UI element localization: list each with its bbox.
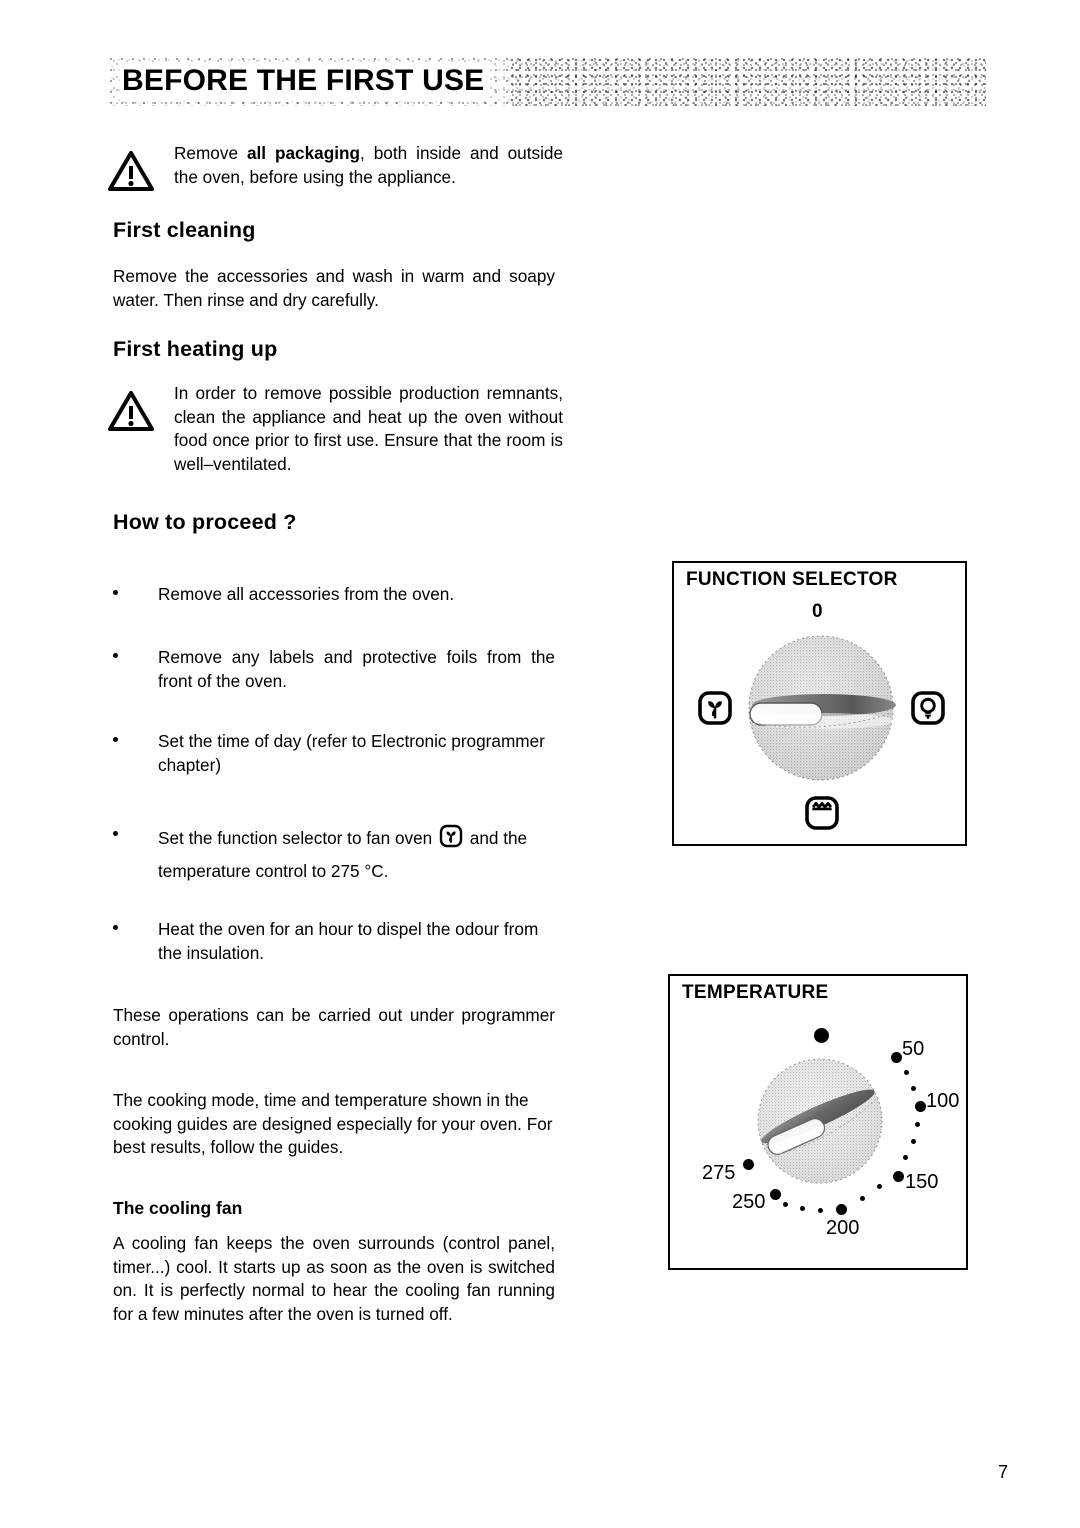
tick-dot-200 bbox=[836, 1204, 847, 1215]
oven-light-icon bbox=[910, 690, 946, 731]
temp-label-250: 250 bbox=[732, 1191, 766, 1213]
page-number: 7 bbox=[997, 1462, 1008, 1482]
heading-first-cleaning: First cleaning bbox=[113, 218, 256, 242]
function-selector-diagram bbox=[672, 561, 967, 846]
cooling-fan-body: A cooling fan keeps the oven surrounds (control panel, timer...) cool. It starts up as soon as the oven is switched on. It is perfectly normal to hear the cooling fan running for a few minutes after the oven is turned off. bbox=[113, 1233, 555, 1324]
temp-label-150: 150 bbox=[905, 1171, 939, 1193]
tick-dot-minor bbox=[915, 1122, 920, 1127]
tick-dot-minor bbox=[860, 1196, 865, 1201]
warning-text-part1: Remove bbox=[174, 143, 247, 163]
tick-dot-minor bbox=[911, 1139, 916, 1144]
fan-oven-icon bbox=[697, 690, 733, 731]
cooking-guides-note: The cooking mode, time and temperature shown in the cooking guides are designed especially for your oven. For best results, follow the guides. bbox=[113, 1090, 553, 1157]
temp-label-200: 200 bbox=[826, 1217, 860, 1239]
temp-label-275: 275 bbox=[702, 1162, 736, 1184]
page-header-banner bbox=[110, 58, 986, 106]
tick-dot-150 bbox=[893, 1171, 904, 1182]
tick-dot-50 bbox=[891, 1052, 902, 1063]
bullet-text-part1: Set the function selector to fan oven bbox=[158, 828, 437, 848]
tick-dot-minor bbox=[904, 1070, 909, 1075]
bullet-marker bbox=[113, 653, 118, 658]
heading-how-to-proceed: How to proceed ? bbox=[113, 510, 297, 534]
tick-dot-275 bbox=[743, 1159, 754, 1170]
warning-text-bold: all packaging bbox=[246, 143, 361, 163]
list-item bbox=[113, 918, 555, 965]
temperature-title: TEMPERATURE bbox=[682, 982, 829, 1003]
bullet-marker bbox=[113, 737, 118, 742]
bullet-text-part2: and the temperature control to 275 °C. bbox=[158, 828, 528, 881]
tick-dot-minor bbox=[877, 1184, 882, 1189]
fan-oven-icon bbox=[439, 824, 463, 857]
heading-cooling-fan: The cooling fan bbox=[113, 1198, 243, 1218]
warning-packaging-text bbox=[174, 142, 563, 189]
list-item bbox=[113, 583, 555, 607]
tick-dot-250 bbox=[770, 1189, 781, 1200]
first-heating-up-block bbox=[108, 382, 563, 476]
list-item-label bbox=[158, 824, 555, 886]
temperature-off-marker bbox=[814, 1028, 829, 1043]
tick-dot-minor bbox=[818, 1208, 823, 1213]
tick-dot-minor bbox=[800, 1206, 805, 1211]
bullet-marker bbox=[113, 925, 118, 930]
tick-dot-minor bbox=[911, 1086, 916, 1091]
tick-dot-minor bbox=[783, 1202, 788, 1207]
list-item bbox=[113, 646, 555, 693]
first-heating-up-body: In order to remove possible production remnants, clean the appliance and heat up the oven without food once prior to first use. Ensure that the room is well–ventilated. bbox=[174, 383, 563, 474]
function-selector-off-label: 0 bbox=[812, 601, 823, 622]
first-cleaning-body: Remove the accessories and wash in warm and soapy water. Then rinse and dry carefully. bbox=[113, 266, 555, 310]
temperature-knob-graphic bbox=[670, 976, 970, 1272]
warning-triangle-icon bbox=[108, 390, 154, 432]
heading-first-heating-up: First heating up bbox=[113, 337, 278, 361]
function-selector-title: FUNCTION SELECTOR bbox=[686, 569, 898, 590]
tick-dot-100 bbox=[915, 1101, 926, 1112]
list-item-label: Set the time of day (refer to Electronic programmer chapter) bbox=[158, 731, 545, 775]
bullet-marker bbox=[113, 831, 118, 836]
page-title: BEFORE THE FIRST USE bbox=[120, 62, 490, 101]
temp-label-100: 100 bbox=[926, 1090, 960, 1112]
programmer-control-note: These operations can be carried out under programmer control. bbox=[113, 1005, 555, 1049]
bullet-marker bbox=[113, 590, 118, 595]
temp-label-50: 50 bbox=[902, 1038, 925, 1060]
list-item bbox=[113, 824, 555, 886]
list-item bbox=[113, 730, 555, 777]
grill-icon bbox=[804, 795, 840, 836]
list-item-label: Heat the oven for an hour to dispel the odour from the insulation. bbox=[158, 919, 539, 963]
temperature-diagram bbox=[668, 974, 968, 1270]
warning-packaging-block bbox=[108, 142, 563, 189]
warning-text-part2: , both inside and outside the oven, before using the appliance. bbox=[174, 143, 564, 187]
list-item-label: Remove any labels and protective foils from the front of the oven. bbox=[158, 647, 555, 691]
list-item-label: Remove all accessories from the oven. bbox=[158, 584, 455, 604]
tick-dot-minor bbox=[903, 1155, 908, 1160]
warning-triangle-icon bbox=[108, 150, 154, 192]
header-noise-texture-heavy bbox=[510, 58, 986, 106]
